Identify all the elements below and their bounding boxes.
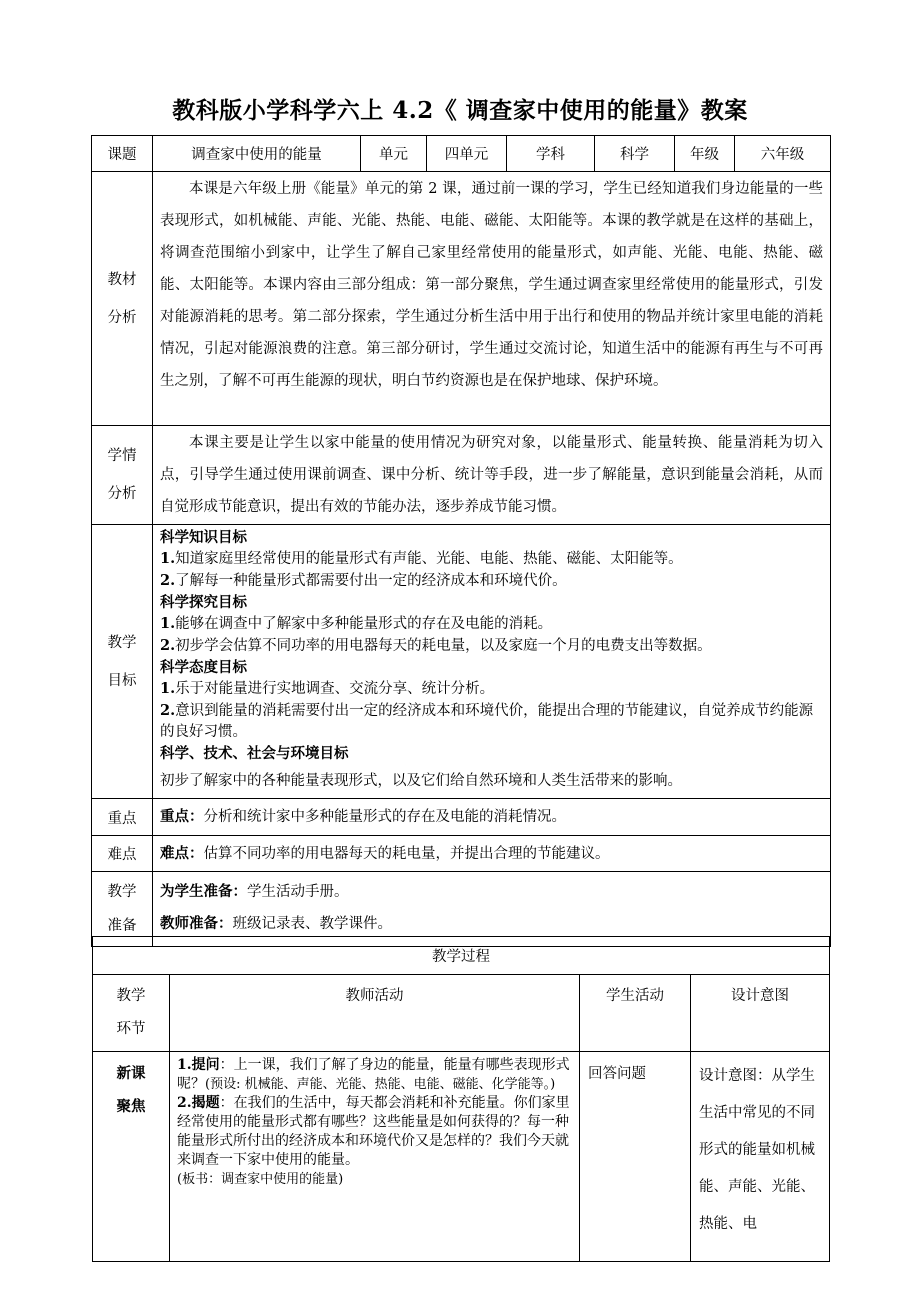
teaching-goals-label: 教学 目标	[92, 525, 153, 799]
course-label: 学科	[507, 136, 595, 172]
design-intent-focus: 设计意图：从学生生活中常见的不同形式的能量如机械能、声能、光能、热能、电	[691, 1052, 830, 1262]
difficulty-row	[92, 836, 831, 872]
teacher-activity-focus	[170, 1052, 580, 1262]
teaching-goals-row	[92, 525, 831, 799]
textbook-analysis-row	[92, 172, 831, 426]
board-note: (板书：调查家中使用的能量)	[177, 1172, 344, 1187]
stage-focus: 新课 聚焦	[93, 1052, 170, 1262]
process-header-row	[93, 975, 830, 1052]
learner-analysis-label: 学情 分析	[92, 426, 153, 525]
student-preparation: 为学生准备：学生活动手册。	[160, 883, 349, 900]
page-title: 教科版小学科学六上 4.2《 调查家中使用的能量》教案	[172, 97, 748, 124]
difficulty-text: 难点：估算不同功率的用电器每天的耗电量，并提出合理的节能建议。	[153, 836, 831, 872]
col-stage-header: 教学 环节	[93, 975, 170, 1052]
knowledge-goal-2: 2.了解每一种能量形式都需要付出一定的经济成本和环境代价。	[160, 572, 567, 589]
teacher-step-2: 2.揭题：在我们的生活中，每天都会消耗和补充能量。你们家里经常使用的能量形式都有哪些？这些能量是如何获得的？每一种能量形式所付出的经济成本和环境代价又是怎样的？我们今天就来调查一下家中使用的能量。	[177, 1095, 570, 1168]
inquiry-goal-2: 2.初步学会估算不同功率的用电器每天的耗电量，以及家庭一个月的电费支出等数据。	[160, 637, 712, 654]
teaching-process-table	[92, 936, 830, 1262]
course-value: 科学	[595, 136, 675, 172]
teacher-step-1: 1.提问：上一课，我们了解了身边的能量，能量有哪些表现形式呢？(预设: 机械能、声能、光能、热能、电能、磁能、化学能等。)	[177, 1057, 570, 1092]
key-point-row	[92, 799, 831, 836]
difficulty-label: 难点	[92, 836, 153, 872]
process-row-focus	[93, 1052, 830, 1262]
col-student-header: 学生活动	[580, 975, 691, 1052]
col-teacher-header: 教师活动	[170, 975, 580, 1052]
grade-label: 年级	[675, 136, 735, 172]
textbook-analysis-text: 本课是六年级上册《能量》单元的第 2 课，通过前一课的学习，学生已经知道我们身边能量的一些表现形式，如机械能、声能、光能、热能、电能、磁能、太阳能等。本课的教学就是在这样的基础上，将调查范围缩小到家中，让学生了解自己家里经常使用的能量形式，如声能、光能、电能、热能、磁能、太阳能等。本课内容由三部分组成：第一部分聚焦，学生通过调查家里经常使用的能量形式，引发对能源消耗的思考。第二部分探索，学生通过分析生活中用于出行和使用的物品并统计家里电能的消耗情况，引起对能源浪费的注意。第三部分研讨，学生通过交流讨论，知道生活中的能源有再生与不可再生之别，了解不可再生能源的现状，明白节约资源也是在保护地球、保护环境。	[153, 172, 831, 426]
header-row	[92, 136, 831, 172]
textbook-analysis-label: 教材 分析	[92, 172, 153, 426]
preparation-label: 教学 准备	[92, 872, 153, 947]
process-title: 教学过程	[93, 937, 830, 975]
inquiry-goal-1: 1.能够在调查中了解家中多种能量形式的存在及电能的消耗。	[160, 615, 553, 632]
student-activity-focus: 回答问题	[580, 1052, 691, 1262]
key-point-label: 重点	[92, 799, 153, 836]
col-design-header: 设计意图	[691, 975, 830, 1052]
attitude-goal-title: 科学态度目标	[160, 659, 247, 676]
subject-label: 课题	[92, 136, 153, 172]
sts-goal-title: 科学、技术、社会与环境目标	[160, 745, 349, 762]
teacher-preparation: 教师准备：班级记录表、教学课件。	[160, 915, 392, 932]
grade-value: 六年级	[735, 136, 831, 172]
teaching-goals-content	[153, 525, 831, 799]
inquiry-goal-title: 科学探究目标	[160, 594, 247, 611]
subject-value: 调查家中使用的能量	[153, 136, 361, 172]
process-title-row	[93, 937, 830, 975]
sts-goal-text: 初步了解家中的各种能量表现形式，以及它们给自然环境和人类生活带来的影响。	[160, 773, 682, 789]
key-point-text: 重点：分析和统计家中多种能量形式的存在及电能的消耗情况。	[153, 799, 831, 836]
unit-value: 四单元	[427, 136, 507, 172]
knowledge-goal-title: 科学知识目标	[160, 529, 247, 546]
learner-analysis-row	[92, 426, 831, 525]
lesson-info-table	[91, 135, 831, 947]
learner-analysis-text: 本课主要是让学生以家中能量的使用情况为研究对象，以能量形式、能量转换、能量消耗为切入点，引导学生通过使用课前调查、课中分析、统计等手段，进一步了解能量，意识到能量会消耗，从而自觉形成节能意识，提出有效的节能办法，逐步养成节能习惯。	[153, 426, 831, 525]
knowledge-goal-1: 1.知道家庭里经常使用的能量形式有声能、光能、电能、热能、磁能、太阳能等。	[160, 550, 683, 567]
attitude-goal-2: 2.意识到能量的消耗需要付出一定的经济成本和环境代价，能提出合理的节能建议，自觉养成节约能源的良好习惯。	[160, 702, 814, 740]
unit-label: 单元	[361, 136, 427, 172]
attitude-goal-1: 1.乐于对能量进行实地调查、交流分享、统计分析。	[160, 680, 495, 697]
